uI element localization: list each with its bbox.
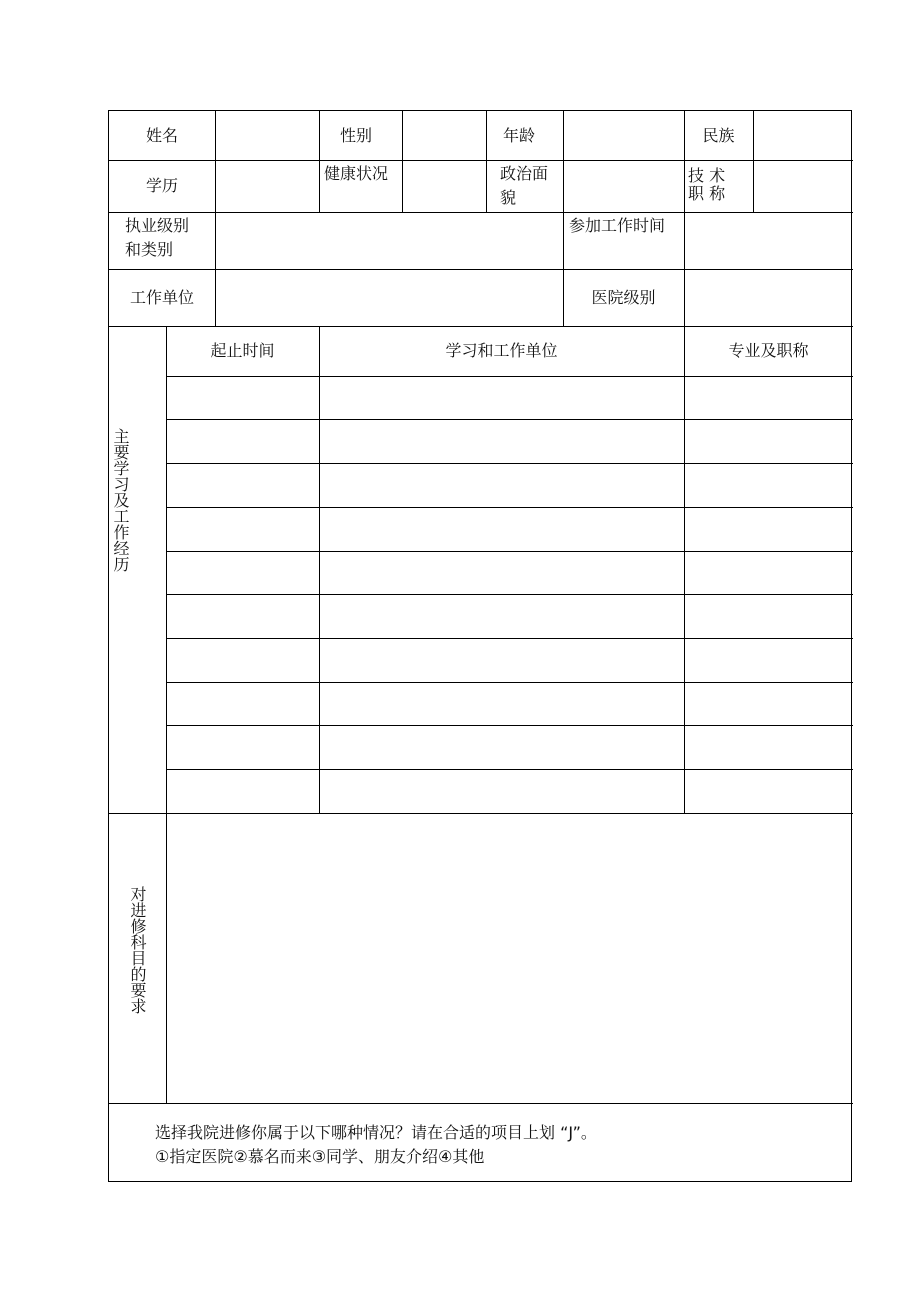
col-line: [319, 326, 320, 813]
license-field[interactable]: [216, 213, 563, 269]
row-line: [166, 594, 853, 595]
license-label-line1: 执业级别: [125, 216, 190, 235]
requirements-field[interactable]: [167, 814, 852, 1103]
row-line: [166, 419, 853, 420]
tech-title-label-line2: 职 称: [688, 184, 726, 203]
license-label-line2: 和类别: [125, 240, 174, 259]
row-line: [166, 551, 853, 552]
history-side-label: 主要学习及工作经历: [111, 428, 130, 572]
unit-column-header: 学习和工作单位: [445, 341, 558, 360]
age-field[interactable]: [564, 111, 684, 160]
title-column-header: 专业及职称: [728, 341, 809, 360]
row-line: [166, 725, 853, 726]
application-form: [108, 110, 852, 1182]
ethnicity-label: 民族: [702, 125, 735, 145]
hospital-level-label: 医院级别: [591, 287, 656, 307]
row-line: [166, 463, 853, 464]
employer-label: 工作单位: [129, 287, 194, 307]
health-label: 健康状况: [324, 164, 389, 183]
work-start-label: 参加工作时间: [569, 216, 666, 235]
row-line: [166, 769, 853, 770]
employer-field[interactable]: [216, 270, 563, 326]
reason-options: ①指定医院②慕名而来③同学、朋友介绍④其他: [155, 1147, 485, 1166]
education-field[interactable]: [216, 161, 319, 212]
row-line: [166, 638, 853, 639]
political-field[interactable]: [564, 161, 684, 212]
gender-field[interactable]: [403, 111, 486, 160]
gender-label: 性别: [339, 125, 372, 145]
age-label: 年龄: [502, 125, 535, 145]
row-line: [166, 376, 853, 377]
education-label: 学历: [145, 176, 178, 195]
name-field[interactable]: [216, 111, 319, 160]
political-label-line1: 政治面: [500, 164, 549, 183]
tech-title-label-line1: 技 术: [688, 166, 726, 185]
col-line: [684, 326, 685, 813]
tech-title-field[interactable]: [754, 161, 852, 212]
requirements-side-label: 对进修科目的要求: [128, 886, 147, 1014]
reason-question: 选择我院进修你属于以下哪种情况？请在合适的项目上划 “J”。: [155, 1123, 597, 1142]
name-label: 姓名: [145, 125, 178, 145]
row-line: [166, 507, 853, 508]
row-line: [109, 1103, 853, 1104]
political-label-line2: 貌: [500, 188, 517, 207]
row-line: [166, 682, 853, 683]
work-start-field[interactable]: [685, 213, 852, 269]
health-field[interactable]: [403, 161, 486, 212]
ethnicity-field[interactable]: [754, 111, 852, 160]
hospital-level-field[interactable]: [685, 270, 852, 326]
period-column-header: 起止时间: [210, 341, 275, 360]
